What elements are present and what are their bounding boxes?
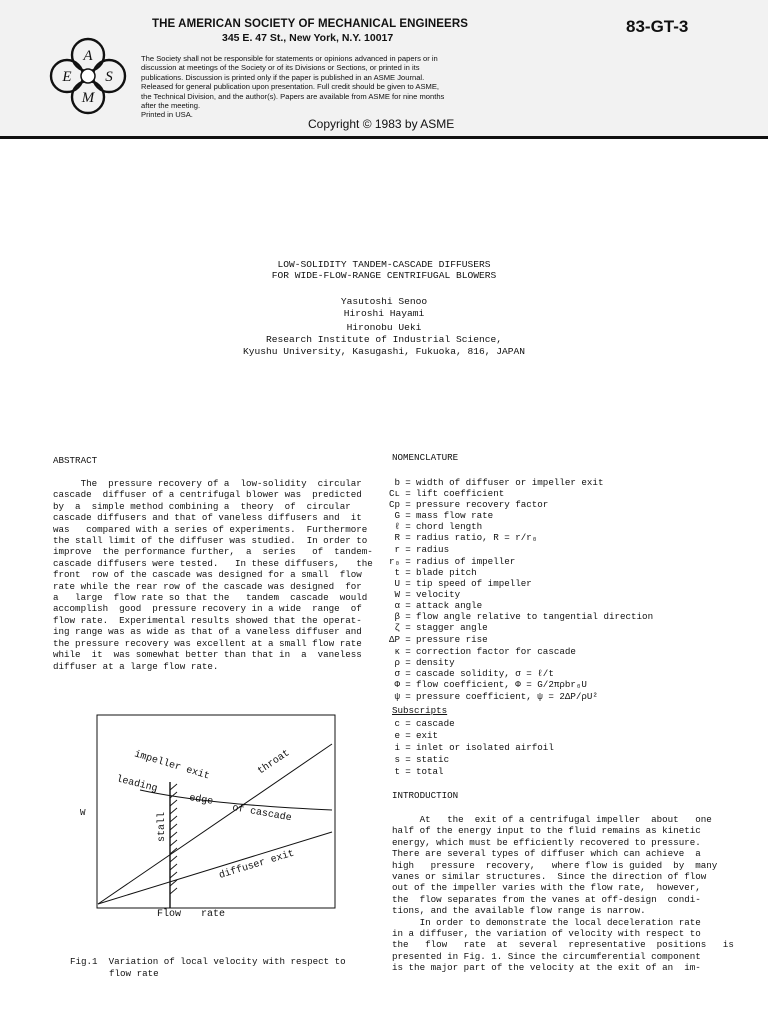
nomenclature-item: Cp = pressure recovery factor (388, 499, 549, 510)
logo-letter-e: E (62, 69, 72, 85)
introduction-line: In order to demonstrate the local deceleration rate (392, 916, 701, 928)
affiliation-line-2: Kyushu University, Kasugashi, Fukuoka, 816, JAPAN (242, 346, 526, 357)
nomenclature-item: ψ = pressure coefficient, ψ = 2ΔP/ρU² (394, 691, 598, 702)
author-name: Hironobu Ueki (346, 322, 422, 333)
figure-x-label: Flow rate (157, 909, 226, 920)
introduction-line: the flow separates from the vanes at off-design condi- (392, 893, 701, 905)
paper-number: 83-GT-3 (626, 17, 689, 36)
abstract-line: The pressure recovery of a low-solidity circular (53, 478, 362, 489)
edge-label: edge (188, 793, 214, 808)
abstract-line: rate while the rear row of the cascade was designed for (53, 580, 362, 592)
disclaimer-line: after the meeting. (141, 101, 201, 111)
nomenclature-item: W = velocity (394, 589, 461, 600)
abstract-line: was compared with a series of experiments. Furthermore (53, 523, 368, 535)
nomenclature-item: ℓ = chord length (394, 521, 483, 532)
nomenclature-item: b = width of diffuser or impeller exit (394, 477, 604, 488)
throat-line (98, 744, 332, 904)
paper-title-line-2: FOR WIDE-FLOW-RANGE CENTRIFUGAL BLOWERS (271, 270, 497, 281)
introduction-line: There are several types of diffuser which can achieve a (392, 848, 701, 860)
abstract-line: improve the performance further, a series of tandem- (53, 546, 373, 558)
abstract-line: front row of the cascade was designed for a small flow (53, 569, 362, 581)
disclaimer-line: discussion at meetings of the Society or of its Divisions or Sections, or printed in its (141, 63, 420, 73)
abstract-line: ing range was as wide as that of a vaneless diffuser and (53, 626, 362, 638)
abstract-line: a large flow rate so that the tandem cascade would (53, 592, 368, 604)
nomenclature-item: t = blade pitch (394, 567, 477, 578)
disclaimer-line: the Technical Division, and the author(s). Papers are available from ASME for nine months (141, 91, 445, 101)
paper-title-line-1: LOW-SOLIDITY TANDEM-CASCADE DIFFUSERS (277, 259, 491, 270)
introduction-line: tions, and the available flow range is narrow. (392, 905, 646, 917)
abstract-line: accomplish good pressure recovery in a wide range of (53, 603, 362, 615)
disclaimer (141, 54, 486, 120)
disclaimer-line: Printed in USA. (141, 110, 193, 120)
introduction-line: out of the impeller varies with the flow rate, however, (392, 882, 701, 894)
logo-letter-m: M (81, 90, 95, 106)
nomenclature-item: β = flow angle relative to tangential direction (394, 611, 654, 622)
nomenclature-item: κ = correction factor for cascade (394, 646, 576, 657)
abstract-line: the pressure recovery was excellent at a small flow rate (53, 637, 362, 649)
introduction-body (392, 814, 734, 974)
abstract-line: by a simple method combining a theory of circular (53, 500, 351, 512)
stall-label: stall (157, 811, 168, 842)
abstract-line: the stall limit of the diffuser was studied. In order to (53, 535, 368, 547)
subscript-item: c = cascade (394, 718, 455, 729)
nomenclature-item: σ = cascade solidity, σ = ℓ/t (394, 668, 554, 679)
abstract-line: cascade diffuser of a centrifugal blower was predicted (53, 489, 362, 501)
asme-logo-icon (46, 34, 130, 118)
subscripts-heading: Subscripts (392, 705, 448, 716)
society-name: THE AMERICAN SOCIETY OF MECHANICAL ENGINEERS (152, 18, 468, 30)
introduction-line: vanes or similar structures. Since the direction of flow (392, 871, 707, 883)
subscript-item: e = exit (394, 730, 439, 741)
nomenclature-item: G = mass flow rate (394, 510, 494, 521)
nomenclature-item: ζ = stagger angle (394, 622, 488, 633)
figure-1-diagram (96, 714, 336, 909)
introduction-line: high pressure recovery, where flow is guided by many (392, 859, 718, 871)
disclaimer-line: Released for general publication upon presentation. Full credit should be given to ASME, (141, 82, 440, 92)
disclaimer-line: The Society shall not be responsible for statements or opinions advanced in papers or in (141, 54, 438, 63)
author-name: Hiroshi Hayami (343, 308, 425, 319)
introduction-line: energy, which must be efficiently recovered to pressure. (392, 836, 701, 848)
of-cascade-label: of cascade (231, 803, 293, 825)
abstract-line: flow rate. Experimental results showed that the operat- (53, 614, 362, 626)
nomenclature-item: ΔP = pressure rise (388, 634, 488, 645)
figure-caption: Fig.1 Variation of local velocity with respect to (70, 956, 346, 967)
abstract-line: cascade diffusers were tested. In these diffusers, the (53, 557, 373, 569)
abstract-line: cascade diffusers and that of vaneless diffusers and it (53, 512, 362, 524)
diffuser-exit-label: diffuser exit (217, 848, 296, 882)
throat-label: throat (256, 748, 293, 778)
abstract-body (53, 478, 373, 672)
nomenclature-item: r = radius (394, 544, 450, 555)
copyright: Copyright © 1983 by ASME (308, 117, 455, 131)
introduction-line: half of the energy input to the fluid remains as kinetic (392, 825, 701, 837)
diffuser-exit-line (98, 832, 332, 904)
logo-letter-a: A (83, 48, 93, 64)
introduction-line: in a diffuser, the variation of velocity with respect to (392, 928, 701, 940)
disclaimer-line: publications. Discussion is printed only if the paper is published in an ASME Journal. (141, 72, 425, 82)
nomenclature-item: r₀ = radius of impeller (388, 556, 516, 567)
introduction-line: is the major part of the velocity at the exit of an im- (392, 962, 701, 974)
nomenclature-item: U = tip speed of impeller (394, 578, 532, 589)
stall-hatching (170, 784, 177, 894)
subscript-item: t = total (394, 766, 444, 777)
society-address: 345 E. 47 St., New York, N.Y. 10017 (222, 32, 394, 44)
nomenclature-heading: NOMENCLATURE (392, 452, 459, 463)
impeller-exit-label: impeller exit (132, 749, 211, 783)
author-name: Yasutoshi Senoo (340, 296, 428, 307)
abstract-line: while it was somewhat better than that in a vaneless (53, 649, 362, 661)
nomenclature-item: ρ = density (394, 657, 455, 668)
logo-letter-s: S (105, 69, 113, 85)
subscript-item: i = inlet or isolated airfoil (394, 742, 554, 753)
nomenclature-item: α = attack angle (394, 600, 483, 611)
nomenclature-item: Cʟ = lift coefficient (388, 488, 505, 499)
subscript-item: s = static (394, 754, 450, 765)
abstract-line: diffuser at a large flow rate. (53, 660, 219, 672)
affiliation-line-1: Research Institute of Industrial Science, (265, 334, 503, 345)
header-rule (0, 136, 768, 139)
introduction-line: At the exit of a centrifugal impeller about one (392, 814, 712, 825)
leading-label: leading (115, 774, 159, 796)
nomenclature-item: R = radius ratio, R = r/r₀ (394, 532, 538, 543)
abstract-heading: ABSTRACT (53, 455, 98, 466)
figure-frame (97, 715, 335, 908)
nomenclature-item: Φ = flow coefficient, Φ = G/2πρbr₀U (394, 679, 587, 690)
introduction-line: the flow rate at several representative positions is (392, 939, 734, 951)
figure-caption-continued: flow rate (109, 968, 159, 979)
introduction-line: presented in Fig. 1. Since the circumferential component (392, 950, 701, 962)
introduction-heading: INTRODUCTION (392, 790, 459, 801)
figure-y-label: W (80, 807, 86, 818)
